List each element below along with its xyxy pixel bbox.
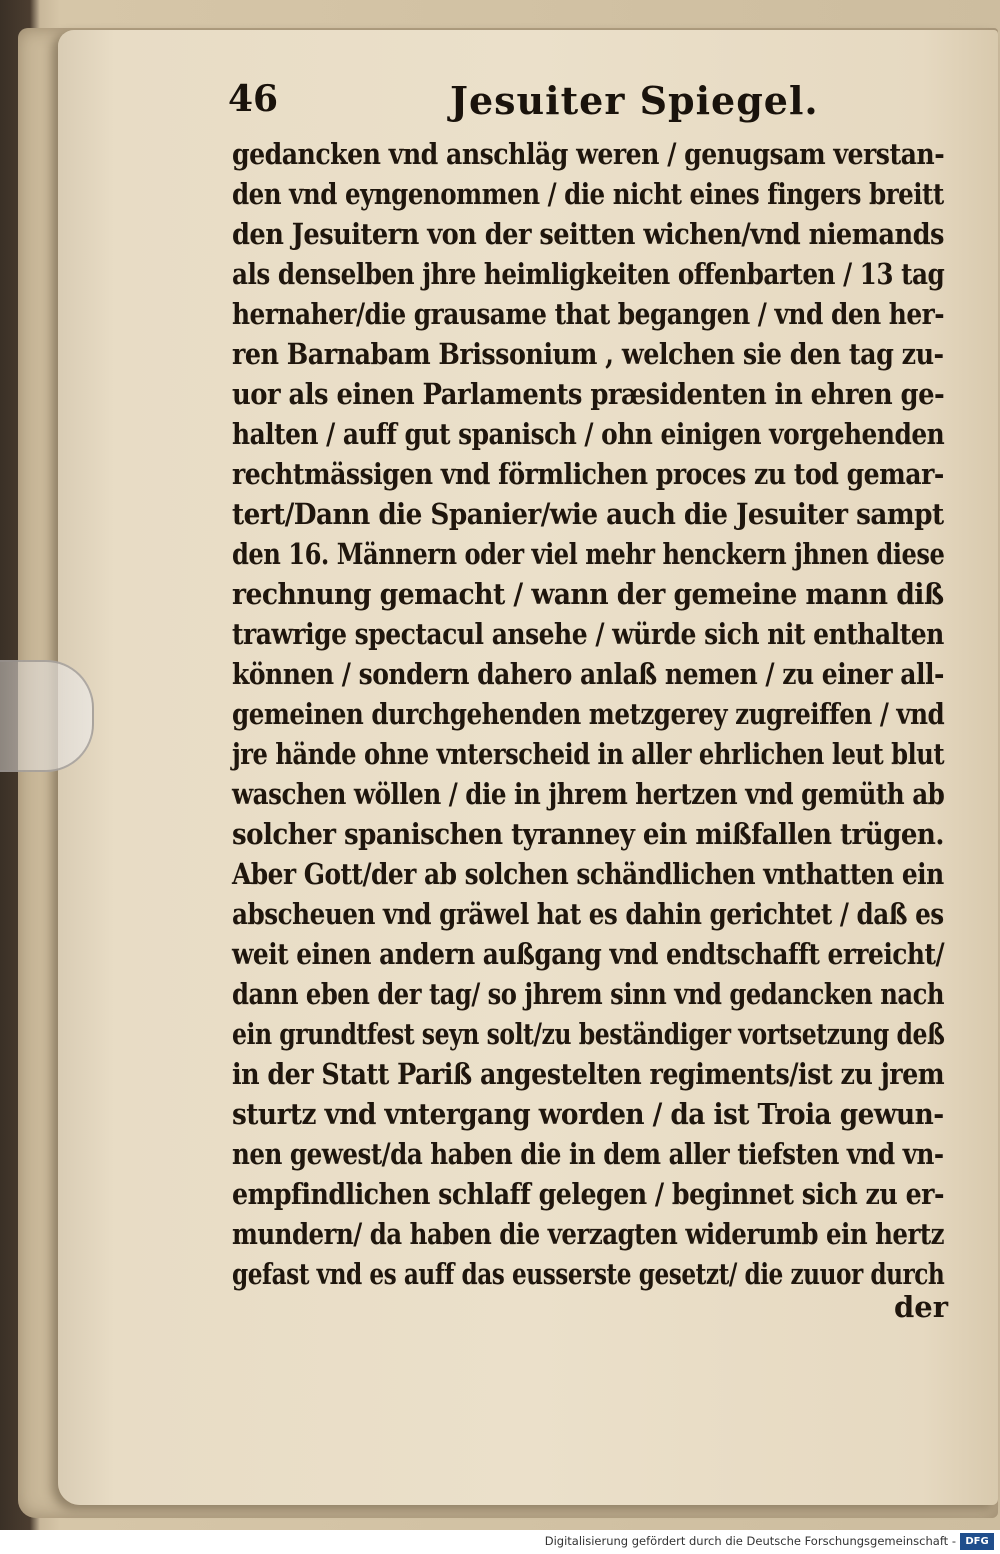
running-title: Jesuiter Spiegel. — [450, 78, 819, 123]
text-line: halten / auff gut spanisch / ohn einigen vorgehenden — [232, 417, 945, 451]
text-line: in der Statt Pariß angestelten regiments/ist zu jrem — [232, 1057, 945, 1091]
text-line: solcher spanischen tyranney ein mißfallen trügen. — [232, 817, 944, 851]
page-number: 46 — [228, 78, 279, 120]
text-line: rechnung gemacht / wann der gemeine mann diß — [232, 577, 944, 611]
text-line: weit einen andern außgang vnd endtschafft erreicht/ — [232, 937, 945, 971]
text-line: rechtmässigen vnd förmlichen proces zu tod gemar- — [232, 457, 944, 491]
text-line: trawrige spectacul ansehe / würde sich nit enthalten — [232, 617, 944, 651]
catchword: der — [894, 1290, 949, 1324]
text-line: ein grundtfest seyn solt/zu beständiger vortsetzung deß — [232, 1017, 945, 1051]
text-line: sturtz vnd vntergang worden / da ist Troia gewun- — [232, 1097, 944, 1131]
text-line: als denselben jhre heimligkeiten offenbarten / 13 tag — [232, 257, 945, 291]
page-header — [222, 78, 942, 134]
text-line: uor als einen Parlaments præsidenten in ehren ge- — [232, 377, 945, 411]
text-line: hernaher/die grausame that begangen / vnd den her- — [232, 297, 945, 331]
page-clip — [0, 660, 94, 772]
dfg-logo: DFG — [960, 1533, 994, 1550]
text-line: mundern/ da haben die verzagten widerumb ein hertz — [232, 1217, 945, 1251]
text-line: jre hände ohne vnterscheid in aller ehrlichen leut blut — [232, 737, 945, 771]
footer-bar — [0, 1530, 1000, 1554]
funding-notice: Digitalisierung gefördert durch die Deutsche Forschungsgemeinschaft - — [544, 1534, 956, 1548]
text-line: waschen wöllen / die in jhrem hertzen vnd gemüth ab — [232, 777, 945, 811]
text-line: den Jesuitern von der seitten wichen/vnd niemands — [232, 217, 944, 251]
text-line: gefast vnd es auff das eusserste gesetzt/ die zuuor durch — [232, 1257, 945, 1291]
text-line: den 16. Männern oder viel mehr henckern jhnen diese — [232, 537, 945, 571]
body-text — [232, 134, 944, 1294]
text-line: empfindlichen schlaff gelegen / beginnet sich zu er- — [232, 1177, 944, 1211]
text-line: gemeinen durchgehenden metzgerey zugreiffen / vnd — [232, 697, 945, 731]
text-line: dann eben der tag/ so jhrem sinn vnd gedancken nach — [232, 977, 944, 1011]
text-line: gedancken vnd anschläg weren / genugsam verstan- — [232, 137, 945, 171]
text-line: nen gewest/da haben die in dem aller tiefsten vnd vn- — [232, 1137, 944, 1171]
text-line: können / sondern dahero anlaß nemen / zu einer all- — [232, 657, 944, 691]
text-line: ren Barnabam Brissonium , welchen sie den tag zu- — [232, 337, 944, 371]
text-line: den vnd eyngenommen / die nicht eines fingers breitt — [232, 177, 944, 211]
text-line: abscheuen vnd gräwel hat es dahin gerichtet / daß es — [232, 897, 944, 931]
text-line: tert/Dann die Spanier/wie auch die Jesuiter sampt — [232, 497, 944, 531]
text-line: Aber Gott/der ab solchen schändlichen vnthatten ein — [232, 857, 944, 891]
